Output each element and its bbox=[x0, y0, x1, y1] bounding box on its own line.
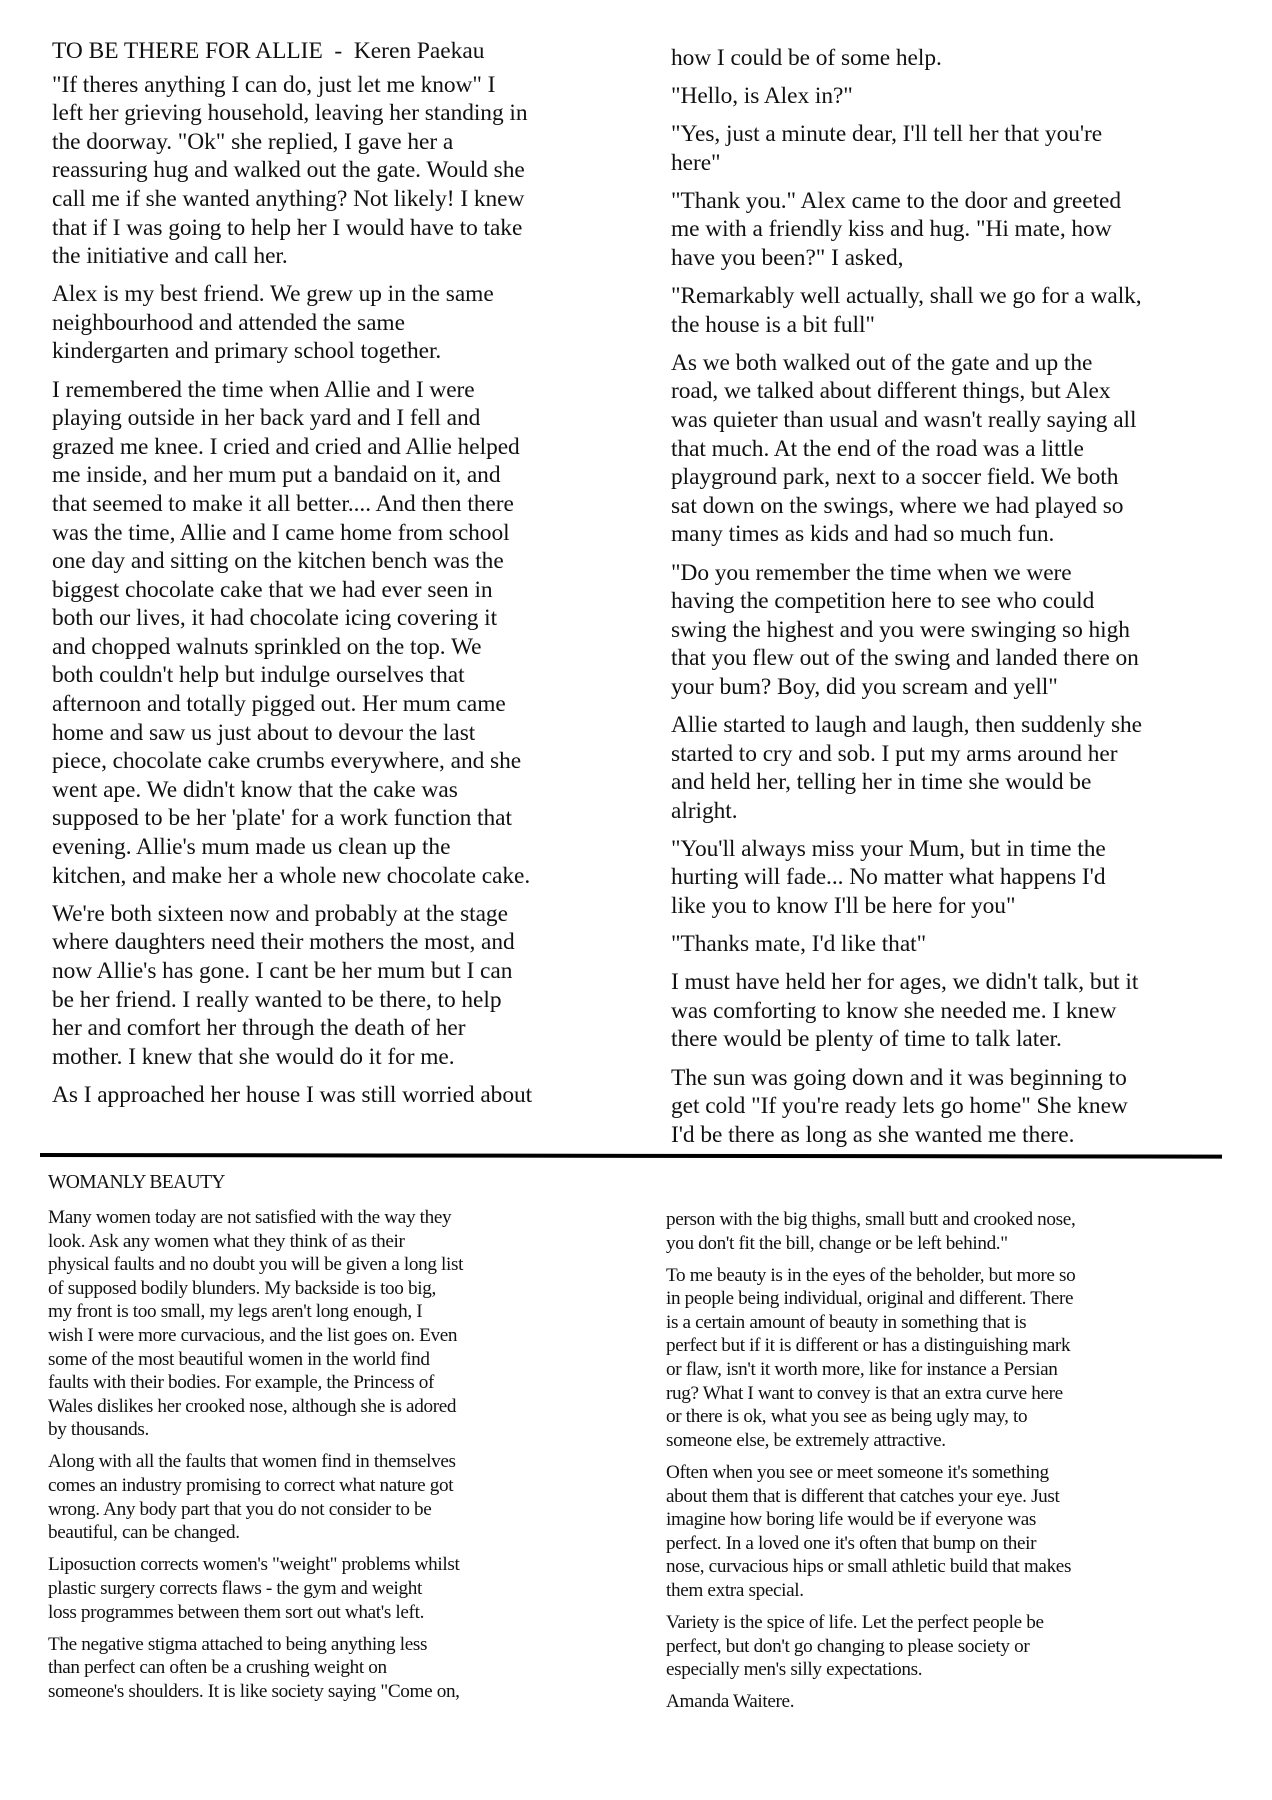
text-line: there would be plenty of time to talk later. bbox=[671, 1026, 1062, 1053]
text-line: afternoon and totally pigged out. Her mum came bbox=[52, 691, 506, 718]
text-line: sat down on the swings, where we had played so bbox=[671, 492, 1124, 519]
story1-right-paragraphs bbox=[671, 44, 1231, 1149]
paragraph bbox=[671, 44, 1231, 73]
text-line: was comforting to know she needed me. I knew bbox=[671, 997, 1117, 1024]
paragraph bbox=[52, 280, 622, 366]
text-line: both couldn't help but indulge ourselves that bbox=[52, 662, 465, 689]
text-line: neighbourhood and attended the same bbox=[52, 309, 405, 336]
paragraph bbox=[671, 559, 1231, 702]
text-line: the initiative and call her. bbox=[52, 243, 288, 270]
text-line: was the time, Allie and I came home from school bbox=[52, 519, 510, 546]
paragraph bbox=[666, 1461, 1226, 1603]
text-line: especially men's silly expectations. bbox=[666, 1659, 923, 1681]
text-line: I'd be there as long as she wanted me there. bbox=[671, 1121, 1075, 1148]
text-line: left her grieving household, leaving her standing in bbox=[52, 100, 528, 127]
text-line: home and saw us just about to devour the last bbox=[52, 719, 476, 746]
text-line: me inside, and her mum put a bandaid on it, and bbox=[52, 462, 501, 489]
text-line: We're both sixteen now and probably at the stage bbox=[52, 900, 508, 927]
text-line: perfect. In a loved one it's often that bump on their bbox=[666, 1532, 1037, 1554]
text-line: call me if she wanted anything? Not likely! I knew bbox=[52, 185, 525, 212]
paragraph bbox=[52, 71, 622, 271]
text-line: As I approached her house I was still worried about bbox=[52, 1081, 533, 1108]
text-line: perfect but if it is different or has a distinguishing mark bbox=[666, 1335, 1071, 1357]
text-line: my front is too small, my legs aren't long enough, I bbox=[48, 1301, 423, 1323]
text-line: biggest chocolate cake that we had ever seen in bbox=[52, 576, 493, 603]
text-line: Along with all the faults that women find in themselves bbox=[48, 1451, 456, 1473]
text-line: the house is a bit full" bbox=[671, 311, 875, 338]
paragraph bbox=[48, 1553, 608, 1624]
text-line: I remembered the time when Allie and I were bbox=[52, 376, 475, 403]
text-line: person with the big thighs, small butt and crooked nose, bbox=[666, 1209, 1076, 1230]
text-line: Often when you see or meet someone it's something bbox=[666, 1461, 1049, 1483]
text-line: about them that is different that catches your eye. Just bbox=[666, 1485, 1060, 1507]
story2-title: WOMANLY BEAUTY bbox=[48, 1172, 225, 1193]
paragraph bbox=[666, 1264, 1226, 1453]
text-line: Allie started to laugh and laugh, then suddenly she bbox=[671, 711, 1143, 738]
text-line: hurting will fade... No matter what happens I'd bbox=[671, 864, 1106, 891]
text-line: rug? What I want to convey is that an extra curve here bbox=[666, 1382, 1063, 1404]
text-line: grazed me knee. I cried and cried and Allie helped bbox=[52, 433, 520, 460]
text-line: alright. bbox=[671, 797, 738, 824]
paragraph bbox=[671, 711, 1231, 825]
text-line: her and comfort her through the death of her bbox=[52, 1015, 466, 1042]
paragraph bbox=[666, 1690, 1226, 1714]
paragraph bbox=[52, 376, 622, 891]
story2-right-column bbox=[666, 1208, 1226, 1722]
text-line: get cold "If you're ready lets go home" She knew bbox=[671, 1093, 1128, 1120]
text-line: evening. Allie's mum made us clean up the bbox=[52, 834, 451, 861]
text-line: "If theres anything I can do, just let me know" I bbox=[52, 71, 496, 98]
text-line: that if I was going to help her I would have to take bbox=[52, 214, 523, 241]
text-line: faults with their bodies. For example, the Princess of bbox=[48, 1372, 435, 1394]
text-line: look. Ask any women what they think of as their bbox=[48, 1230, 405, 1252]
text-line: beautiful, can be changed. bbox=[48, 1522, 240, 1544]
text-line: "Remarkably well actually, shall we go for a walk, bbox=[671, 283, 1142, 310]
text-line: or there is ok, what you see as being ugly may, to bbox=[666, 1406, 1028, 1428]
paragraph bbox=[671, 82, 1231, 111]
text-line: be her friend. I really wanted to be there, to help bbox=[52, 986, 502, 1013]
text-line: me with a friendly kiss and hug. "Hi mate, how bbox=[671, 216, 1112, 243]
text-line: loss programmes between them sort out what's left. bbox=[48, 1601, 425, 1623]
paragraph bbox=[671, 187, 1231, 273]
text-line: wish I were more curvacious, and the list goes on. Even bbox=[48, 1324, 458, 1346]
text-line: where daughters need their mothers the most, and bbox=[52, 929, 515, 956]
text-line: Amanda Waitere. bbox=[666, 1691, 795, 1713]
story1-left-column bbox=[52, 37, 622, 1119]
section-divider bbox=[40, 1153, 1222, 1159]
text-line: As we both walked out of the gate and up the bbox=[671, 349, 1093, 376]
text-line: is a certain amount of beauty in something that is bbox=[666, 1311, 1027, 1333]
paragraph bbox=[52, 1081, 622, 1110]
text-line: "You'll always miss your Mum, but in time the bbox=[671, 835, 1106, 862]
paragraph bbox=[671, 120, 1231, 177]
text-line: mother. I knew that she would do it for me. bbox=[52, 1043, 455, 1070]
text-line: like you to know I'll be here for you" bbox=[671, 893, 1016, 920]
text-line: someone's shoulders. It is like society saying "Come on, bbox=[48, 1680, 460, 1702]
text-line: "Thanks mate, I'd like that" bbox=[671, 931, 927, 958]
paragraph bbox=[666, 1208, 1226, 1255]
text-line: or flaw, isn't it worth more, like for instance a Persian bbox=[666, 1359, 1058, 1381]
text-line: than perfect can often be a crushing weight on bbox=[48, 1657, 387, 1679]
text-line: perfect, but don't go changing to please society or bbox=[666, 1635, 1030, 1657]
paragraph bbox=[671, 968, 1231, 1054]
text-line: road, we talked about different things, but Alex bbox=[671, 378, 1111, 405]
text-line: have you been?" I asked, bbox=[671, 245, 904, 272]
text-line: that much. At the end of the road was a little bbox=[671, 435, 1084, 462]
text-line: in people being individual, original and different. There bbox=[666, 1288, 1074, 1310]
text-line: "Thank you." Alex came to the door and greeted bbox=[671, 187, 1122, 214]
text-line: playing outside in her back yard and I fell and bbox=[52, 405, 481, 432]
text-line: the doorway. "Ok" she replied, I gave her a bbox=[52, 128, 454, 155]
story1-right-column bbox=[671, 44, 1231, 1159]
text-line: Wales dislikes her crooked nose, although she is adored bbox=[48, 1395, 457, 1417]
text-line: that seemed to make it all better.... And then there bbox=[52, 490, 514, 517]
text-line: that you flew out of the swing and landed there on bbox=[671, 645, 1139, 672]
story2-left-column bbox=[48, 1206, 608, 1712]
text-line: kindergarten and primary school together. bbox=[52, 338, 442, 365]
paragraph bbox=[666, 1611, 1226, 1682]
text-line: reassuring hug and walked out the gate. Would she bbox=[52, 157, 525, 184]
text-line: piece, chocolate cake crumbs everywhere, and she bbox=[52, 748, 522, 775]
paragraph bbox=[52, 900, 622, 1072]
text-line: physical faults and no doubt you will be given a long list bbox=[48, 1254, 464, 1276]
text-line: your bum? Boy, did you scream and yell" bbox=[671, 673, 1058, 700]
text-line: Variety is the spice of life. Let the perfect people be bbox=[666, 1612, 1044, 1633]
text-line: I must have held her for ages, we didn't talk, but it bbox=[671, 969, 1139, 996]
text-line: plastic surgery corrects flaws - the gym and weight bbox=[48, 1577, 422, 1599]
text-line: how I could be of some help. bbox=[671, 45, 942, 71]
text-line: The sun was going down and it was beginning to bbox=[671, 1064, 1127, 1091]
paragraph bbox=[671, 930, 1231, 959]
text-line: kitchen, and make her a whole new chocolate cake. bbox=[52, 862, 531, 889]
text-line: them extra special. bbox=[666, 1579, 804, 1601]
text-line: To me beauty is in the eyes of the beholder, but more so bbox=[666, 1264, 1076, 1286]
text-line: here" bbox=[671, 149, 721, 176]
text-line: some of the most beautiful women in the world find bbox=[48, 1348, 430, 1370]
text-line: wrong. Any body part that you do not consider to be bbox=[48, 1498, 432, 1520]
paragraph bbox=[48, 1206, 608, 1442]
text-line: by thousands. bbox=[48, 1419, 149, 1441]
paragraph bbox=[671, 835, 1231, 921]
paragraph bbox=[671, 282, 1231, 339]
text-line: Alex is my best friend. We grew up in the same bbox=[52, 281, 494, 308]
text-line: imagine how boring life would be if everyone was bbox=[666, 1509, 1037, 1531]
paragraph bbox=[671, 1064, 1231, 1150]
paragraph bbox=[48, 1450, 608, 1544]
text-line: you don't fit the bill, change or be left behind." bbox=[666, 1232, 1008, 1254]
text-line: Liposuction corrects women's "weight" problems whilst bbox=[48, 1554, 460, 1576]
text-line: "Hello, is Alex in?" bbox=[671, 83, 853, 110]
text-line: many times as kids and had so much fun. bbox=[671, 521, 1055, 548]
text-line: "Yes, just a minute dear, I'll tell her that you're bbox=[671, 121, 1103, 148]
text-line: supposed to be her 'plate' for a work function that bbox=[52, 805, 512, 832]
text-line: someone else, be extremely attractive. bbox=[666, 1429, 946, 1451]
story1-title: TO BE THERE FOR ALLIE - Keren Paekau bbox=[52, 38, 485, 64]
text-line: was quieter than usual and wasn't really saying all bbox=[671, 407, 1137, 434]
paragraph bbox=[48, 1633, 608, 1704]
text-line: playground park, next to a soccer field. We both bbox=[671, 464, 1119, 491]
text-line: and chopped walnuts sprinkled on the top. We bbox=[52, 633, 482, 660]
text-line: went ape. We didn't know that the cake was bbox=[52, 776, 458, 803]
story2-right-paragraphs bbox=[666, 1208, 1226, 1714]
text-line: and held her, telling her in time she would be bbox=[671, 769, 1092, 796]
text-line: nose, curvacious hips or small athletic build that makes bbox=[666, 1556, 1072, 1578]
text-line: comes an industry promising to correct what nature got bbox=[48, 1475, 454, 1497]
text-line: started to cry and sob. I put my arms around her bbox=[671, 740, 1118, 767]
story1-left-paragraphs bbox=[52, 71, 622, 1110]
text-line: The negative stigma attached to being anything less bbox=[48, 1633, 428, 1655]
text-line: now Allie's has gone. I cant be her mum but I can bbox=[52, 957, 513, 984]
text-line: both our lives, it had chocolate icing covering it bbox=[52, 605, 498, 632]
paragraph bbox=[671, 349, 1231, 549]
text-line: of supposed bodily blunders. My backside is too big, bbox=[48, 1277, 436, 1299]
text-line: "Do you remember the time when we were bbox=[671, 559, 1072, 586]
story2-left-paragraphs bbox=[48, 1206, 608, 1703]
text-line: swing the highest and you were swinging so high bbox=[671, 616, 1130, 643]
text-line: Many women today are not satisfied with the way they bbox=[48, 1207, 452, 1228]
text-line: one day and sitting on the kitchen bench was the bbox=[52, 548, 504, 575]
text-line: having the competition here to see who could bbox=[671, 588, 1095, 615]
